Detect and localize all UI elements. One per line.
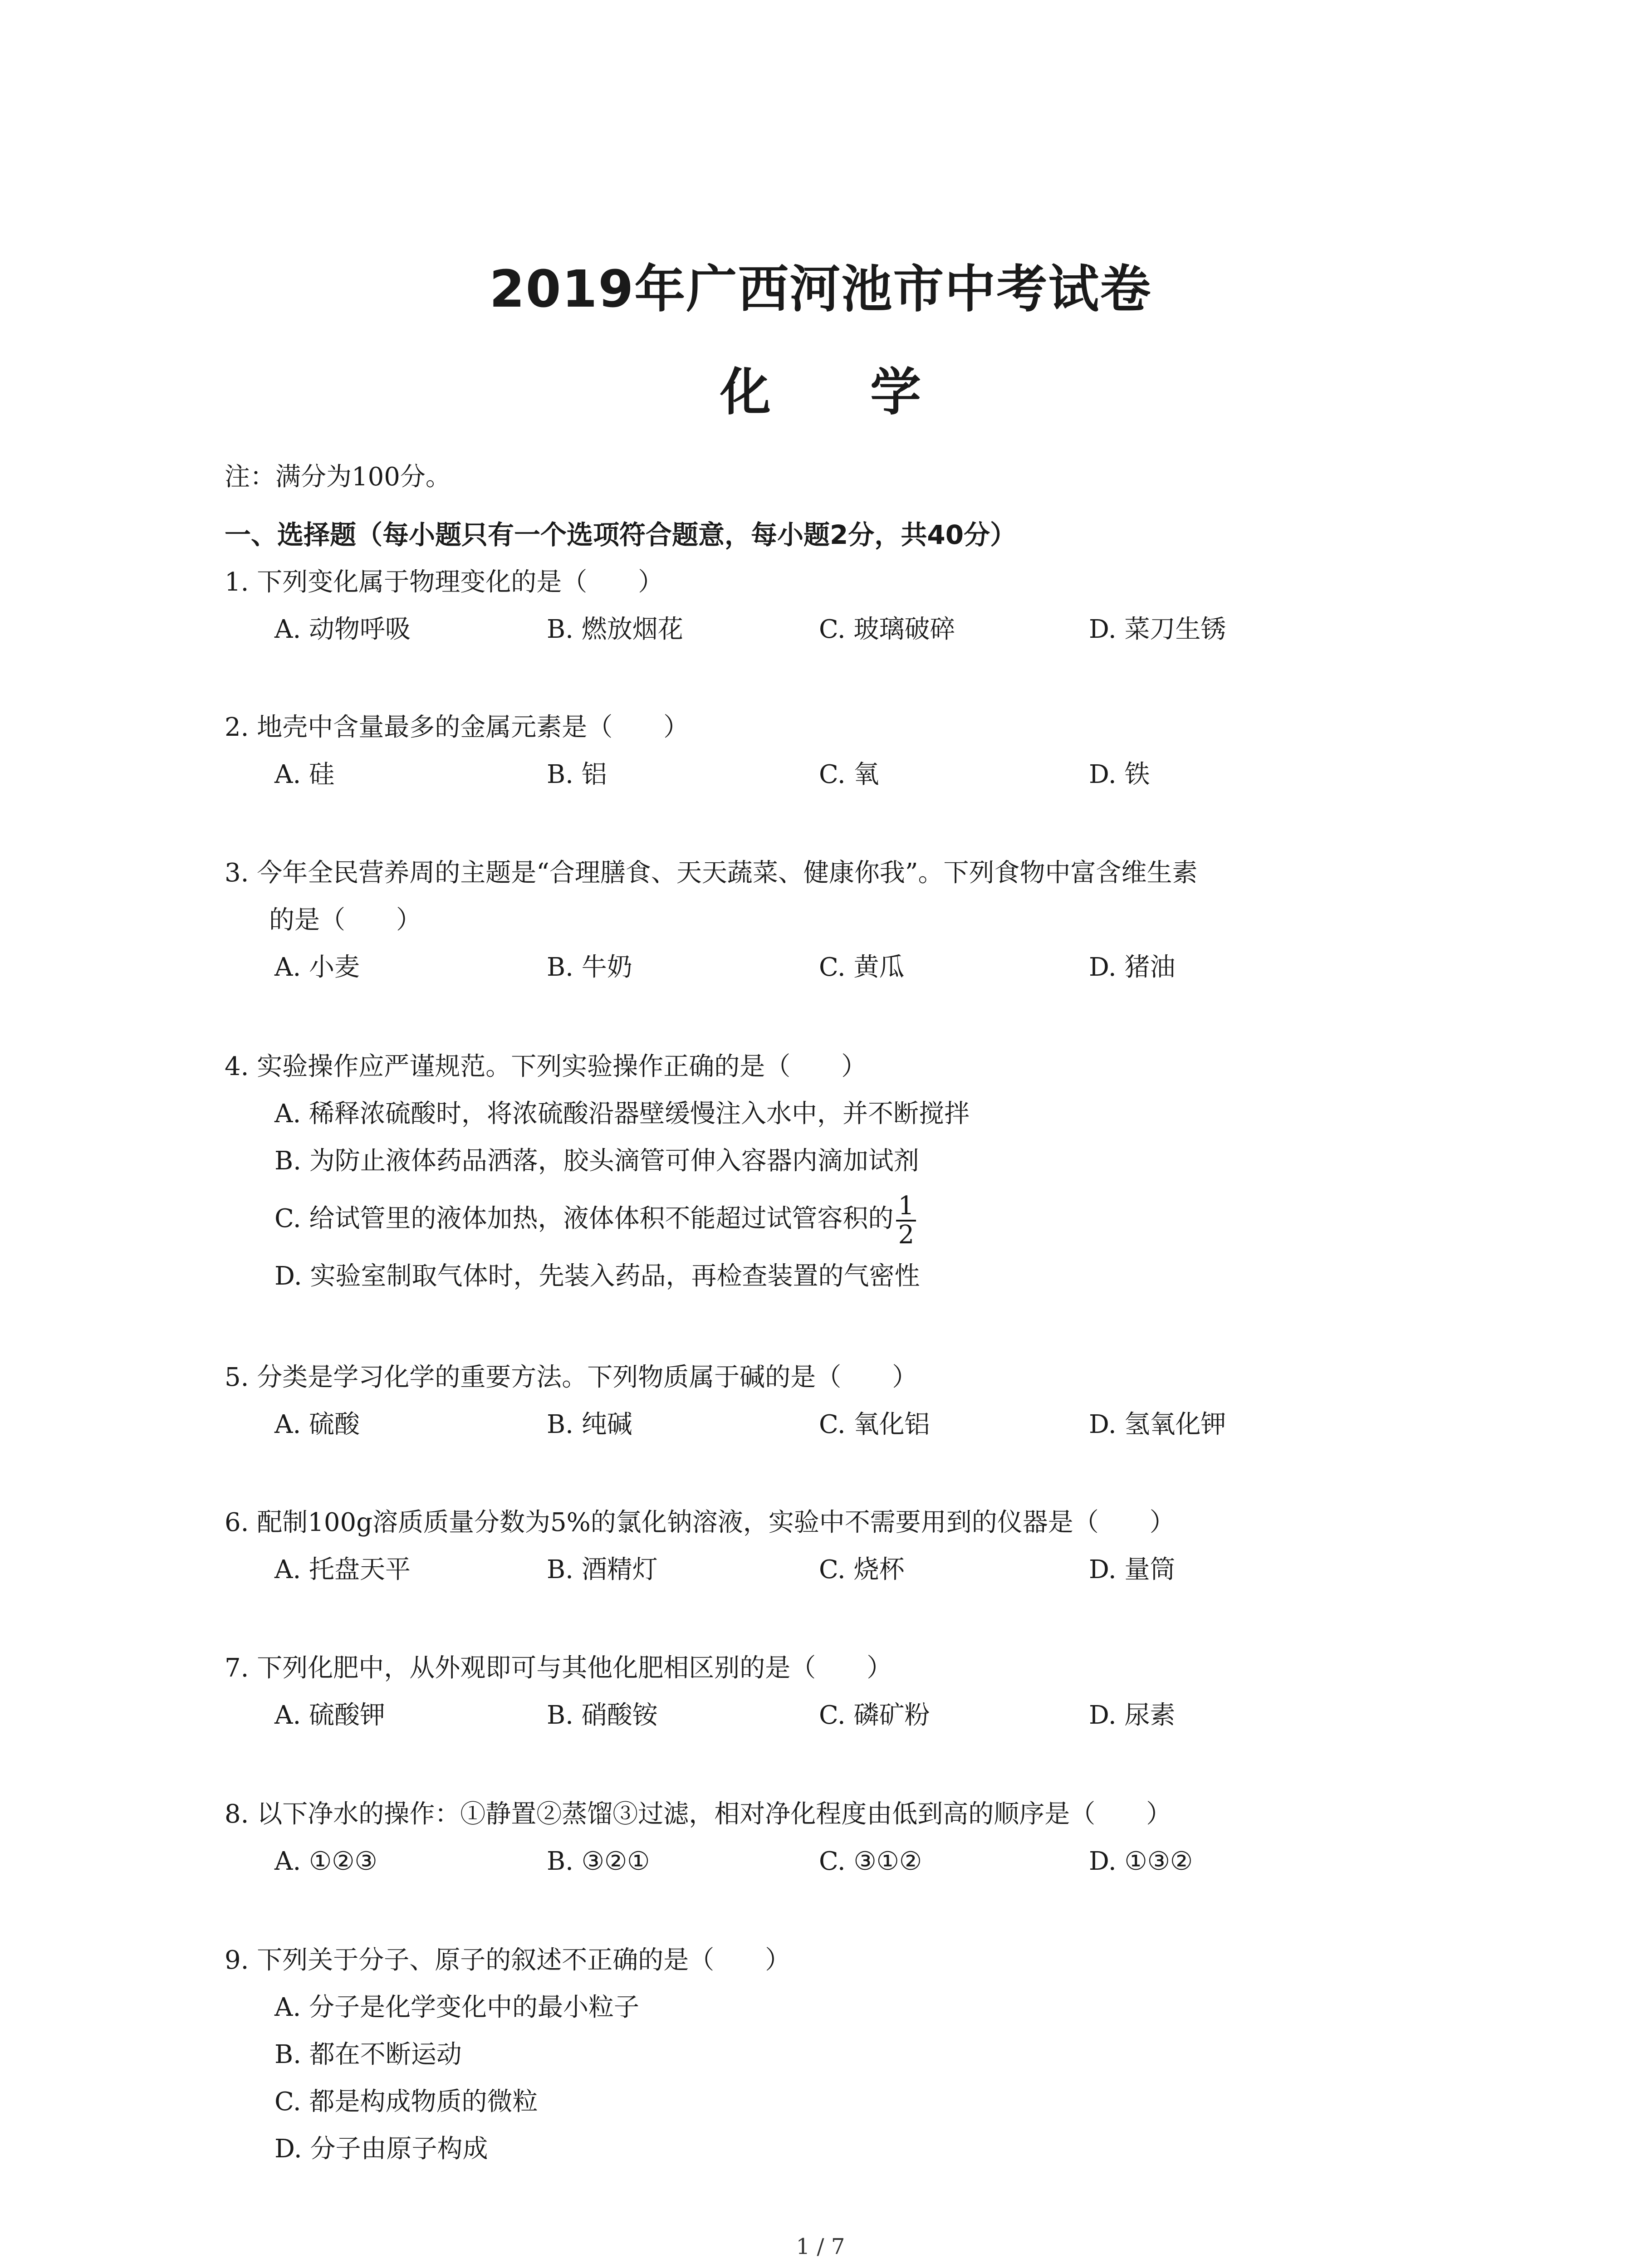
option-d: D. 分子由原子构成 [274,2134,488,2164]
option-a: A. 托盘天平 [274,1555,411,1584]
option-b: B. 铝 [547,760,607,789]
option-c: C. 氧化铝 [819,1410,930,1439]
question-9 [225,1937,1450,2173]
option-b: B. 牛奶 [547,953,632,982]
question-stem-continued: 的是（ ） [269,905,421,935]
option-a: A. 分子是化学变化中的最小粒子 [274,1993,640,2022]
option-a: A. 动物呼吸 [274,615,411,644]
option-b: B. 酒精灯 [547,1555,658,1584]
option-c: C. ③①② [819,1847,922,1876]
question-4 [225,1043,1450,1300]
question-stem: 8. 以下净水的操作：①静置②蒸馏③过滤，相对净化程度由低到高的顺序是（ ） [225,1799,1172,1829]
option-a: A. 硫酸钾 [274,1701,386,1730]
option-row [225,1692,1450,1739]
option-a: A. 硫酸 [274,1410,360,1439]
option-row [225,944,1450,991]
question-stem: 5. 分类是学习化学的重要方法。下列物质属于碱的是（ ） [225,1363,918,1392]
option-d: D. 铁 [1089,760,1150,789]
option-c: C. 玻璃破碎 [819,615,955,644]
option-c [225,1185,1450,1253]
option-a: A. 小麦 [274,953,360,982]
option-b: B. ③②① [547,1847,650,1876]
option-d: D. 尿素 [1089,1701,1176,1730]
question-stem: 4. 实验操作应严谨规范。下列实验操作正确的是（ ） [225,1052,867,1081]
option-a: A. 硅 [274,760,335,789]
question-8 [225,1791,1450,1885]
option-d: D. ①③② [1089,1847,1193,1876]
option-d: D. 猪油 [1089,953,1176,982]
option-row [225,1838,1450,1885]
option-row [225,606,1450,653]
option-row [225,1546,1450,1593]
option-b: B. 都在不断运动 [274,2040,462,2069]
option-b: B. 纯碱 [547,1410,632,1439]
question-stem: 9. 下列关于分子、原子的叙述不正确的是（ ） [225,1945,791,1975]
question-5 [225,1354,1450,1448]
question-stem: 7. 下列化肥中，从外观即可与其他化肥相区别的是（ ） [225,1653,892,1683]
option-a: A. ①②③ [274,1847,377,1876]
option-d: D. 菜刀生锈 [1089,615,1226,644]
section-heading: 一、选择题（每小题只有一个选项符合题意，每小题2分，共40分） [225,519,1017,550]
option-c: C. 黄瓜 [819,953,905,982]
question-2 [225,704,1450,798]
option-c: C. 都是构成物质的微粒 [274,2087,538,2116]
question-stem: 1. 下列变化属于物理变化的是（ ） [225,567,664,597]
question-6 [225,1499,1450,1593]
question-3 [225,850,1450,991]
subject-title: 化 学 [720,363,962,422]
question-1 [225,559,1450,653]
fraction-one-half [896,1193,916,1249]
question-stem: 2. 地壳中含量最多的金属元素是（ ） [225,713,689,742]
option-c: C. 烧杯 [819,1555,905,1584]
option-b: B. 为防止液体药品洒落，胶头滴管可伸入容器内滴加试剂 [274,1146,919,1176]
option-a: A. 稀释浓硫酸时，将浓硫酸沿器壁缓慢注入水中，并不断搅拌 [274,1099,970,1129]
question-stem: 6. 配制100g溶质质量分数为5%的氯化钠溶液，实验中不需要用到的仪器是（ ） [225,1508,1175,1537]
option-row [225,751,1450,798]
exam-title: 2019年广西河池市中考试卷 [489,260,1152,319]
fraction-denominator: 2 [898,1220,915,1250]
question-7 [225,1645,1450,1739]
option-c: C. 磷矿粉 [819,1701,930,1730]
option-d: D. 量筒 [1089,1555,1176,1584]
option-b: B. 硝酸铵 [547,1701,658,1730]
score-note: 注：满分为100分。 [225,462,451,492]
option-b: B. 燃放烟花 [547,615,683,644]
option-c-text: C. 给试管里的液体加热，液体体积不能超过试管容积的 [274,1204,894,1233]
page-number: 1 / 7 [796,2234,845,2259]
fraction-numerator: 1 [896,1193,916,1222]
option-row [225,1401,1450,1448]
option-d: D. 氢氧化钾 [1089,1410,1226,1439]
option-c: C. 氧 [819,760,879,789]
option-d: D. 实验室制取气体时，先装入药品，再检查装置的气密性 [274,1261,920,1291]
question-stem: 3. 今年全民营养周的主题是“合理膳食、天天蔬菜、健康你我”。下列食物中富含维生素 [225,858,1198,888]
